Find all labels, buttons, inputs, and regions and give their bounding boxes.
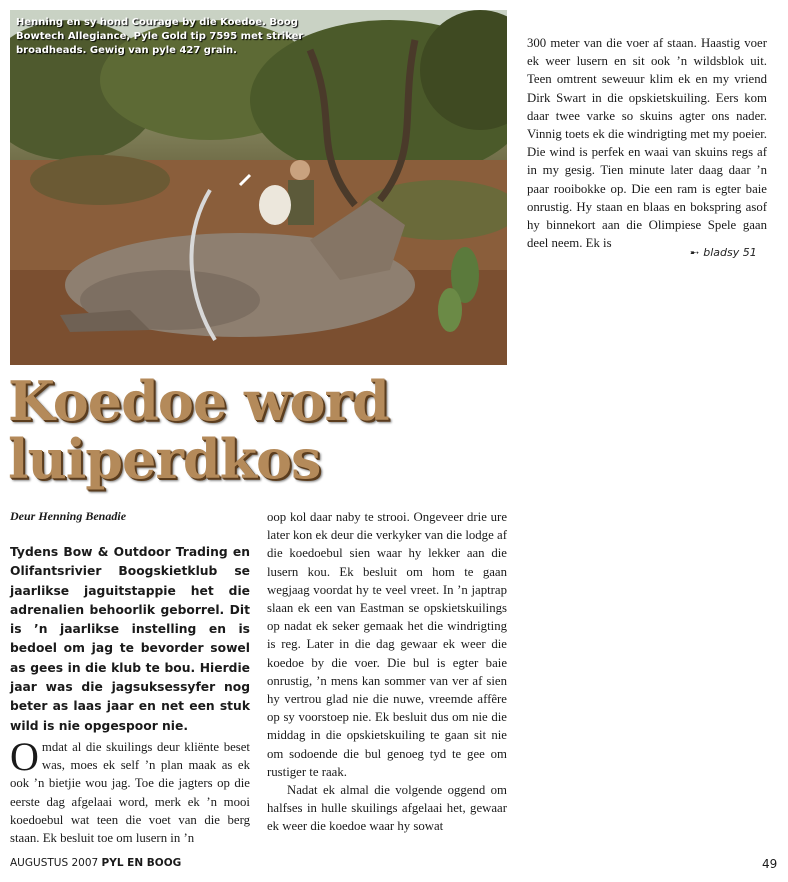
photo-caption: Henning en sy hond Courage by die Koedoe. Boog Bowtech Allegiance, Pyle Gold tip 7595 met striker broadheads. Gewig van pyle 427 grain. [16, 17, 304, 56]
hunting-photo [10, 10, 507, 365]
column-2-paragraph-2: Nadat ek almal die volgende oggend om halfses in hulle skuilings afgelaai het, gewaar ek weer die koedoe waar hy sowat [267, 783, 507, 834]
article-column-1 [10, 734, 250, 847]
issue-date: AUGUSTUS 2007 [10, 857, 99, 869]
magazine-name: PYL EN BOOG [101, 857, 182, 869]
title-line-1: Koedoe word [8, 369, 389, 433]
article-column-2 [267, 508, 507, 836]
column-1-text: mdat al die skuilings deur kliënte beset was, moes ek self ’n plan maak as ek ook ’n bietjie wou jag. Toe die jagters op die eerste dag afgelaai word, merk ek ’n mooi koedoebul wat teen die voet van die berg staan. Ek besluit toe om lusern in ’n [10, 740, 250, 846]
column-2-paragraph-1: oop kol daar naby te strooi. Ongeveer drie ure later kon ek deur die verkyker van die lodge af die koedoebul sien waar hy lekker aan die lusern kou. Ek besluit om hom te gaan wegjaag voordat hy te veel vreet. In ’n japtrap slaan ek een van Eastman se opskietskuilings op nadat ek seker gemaak het die windrigting is reg. Later in die dag gewaar ek weer die koedoe by die voer. Die bul is egter baie onrustig, ’n mens kan sommer van ver af sien hy vertrou glad nie die nuwe, vreemde affêre op sy voorstoep nie. Ek besluit dus om nie die middag in die opskietskuiling te gaan sit nie om sodoende die bul genoeg tyd te gee om rustiger te raak. [267, 510, 507, 779]
title-line-2: luiperdkos [8, 427, 321, 491]
arrow-icon: ➸ [690, 246, 700, 259]
kudu-photo-illustration [10, 10, 507, 365]
footer-issue [10, 857, 181, 869]
drop-cap: O [10, 734, 39, 779]
article-intro: Tydens Bow & Outdoor Trading en Olifantsrivier Boogskietklub se jaarlikse jaguitstappie het die adrenalien behoorlik geborrel. Dit is ’n jaarlikse instelling en is bedoel om jag te bevorder sowel as gees in die klub te bou. Hierdie jaar was die jagsuksessyfer nog beter as laas jaar en net een stuk wild is nie opgespoor nie. [10, 545, 250, 733]
continued-text: bladsy 51 [703, 246, 757, 259]
page-number: 49 [762, 857, 778, 871]
article-column-3: 300 meter van die voer af staan. Haastig voer ek weer lusern en sit ook ’n wildsblok uit. Teen omtrent seweuur klim ek en my vriend Dirk Swart in die opskietskuiling. Eers kom daar twee varke so skuins agter ons nader. Vinnig toets ek die windrigting met my poeier. Die wind is perfek en waai van skuins regs af in my gesig. Tien minute later daag daar ’n paar rooibokke op. Die een ram is egter baie onrustig. Hy staan en blaas en bokspring asof hy binnekort aan die Olimpiese Spele gaan deel neem. Ek is [527, 36, 767, 251]
continued-on-link[interactable] [690, 246, 757, 259]
byline: Deur Henning Benadie [10, 509, 127, 523]
article-title [8, 369, 518, 491]
